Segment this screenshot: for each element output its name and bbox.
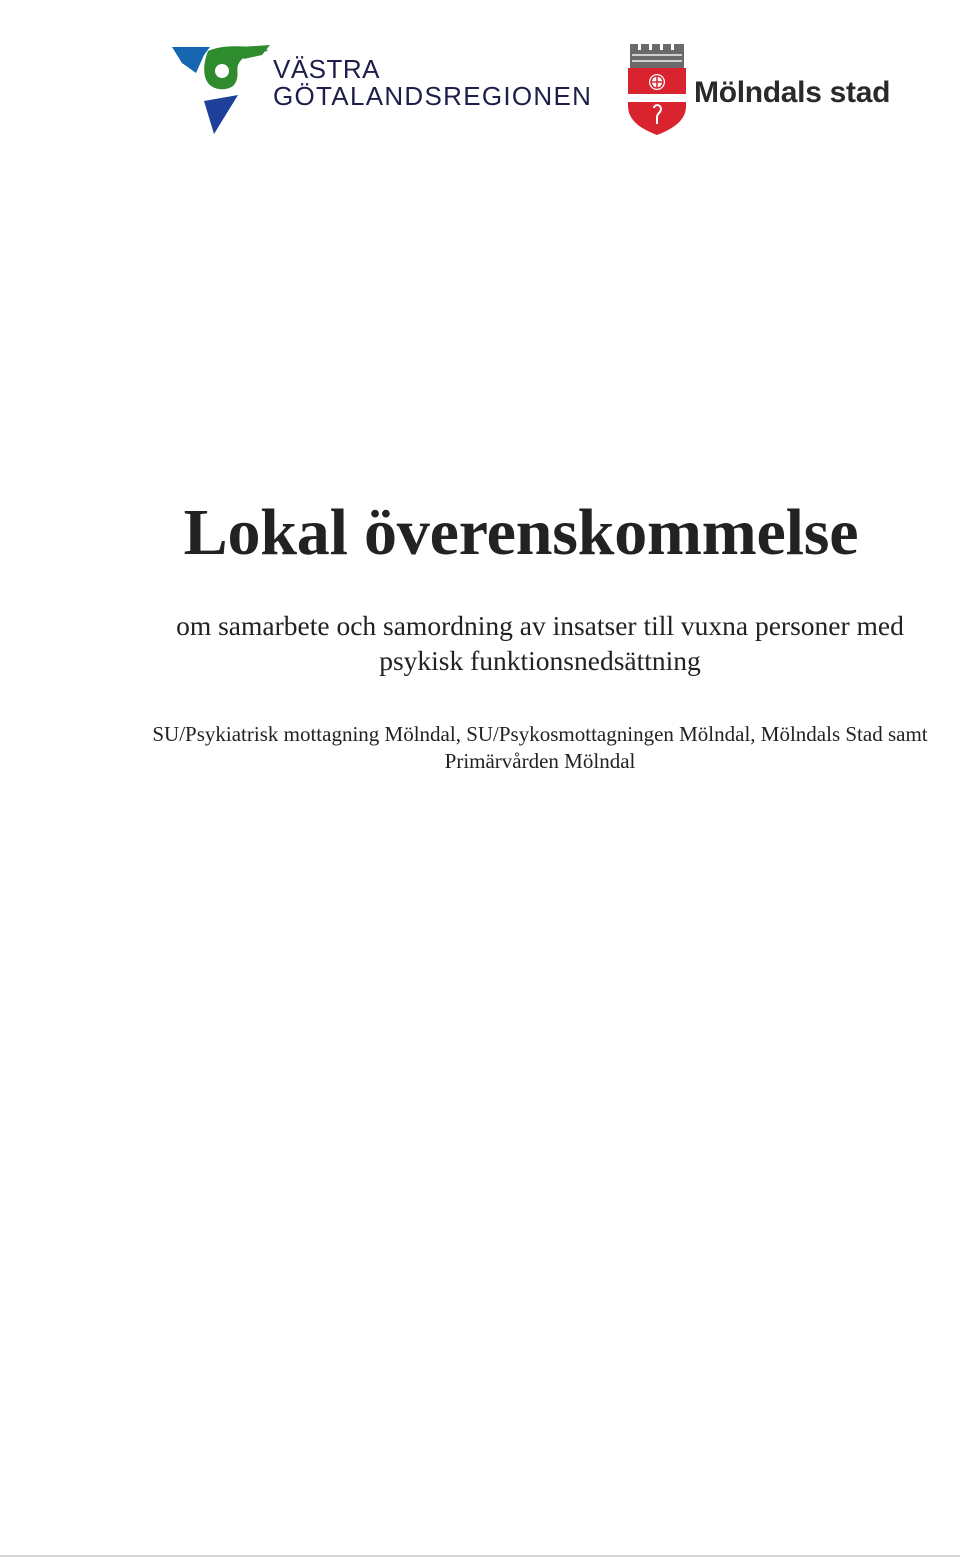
vgr-logo-line1: VÄSTRA: [273, 54, 381, 84]
vgr-logo-text: [273, 56, 592, 109]
document-subtitle: [40, 608, 960, 678]
logo-header: [0, 38, 960, 138]
vastra-gotalandsregionen-logo-icon: [170, 41, 270, 136]
molndal-coat-of-arms-icon: [626, 44, 688, 136]
document-parties: [120, 721, 960, 775]
molndal-logo-name: Mölndals stad: [694, 76, 891, 109]
subtitle-line-1: om samarbete och samordning av insatser till vuxna personer med: [176, 610, 904, 641]
vgr-logo-line2: GÖTALANDSREGIONEN: [273, 81, 593, 111]
parties-line-1: SU/Psykiatrisk mottagning Mölndal, SU/Psykosmottagningen Mölndal, Mölndals Stad samt: [152, 722, 928, 746]
subtitle-line-2: psykisk funktionsnedsättning: [379, 645, 701, 676]
document-title: Lokal överenskommelse: [183, 496, 859, 569]
page-bottom-edge: [0, 1555, 960, 1557]
parties-line-2: Primärvården Mölndal: [444, 749, 636, 773]
